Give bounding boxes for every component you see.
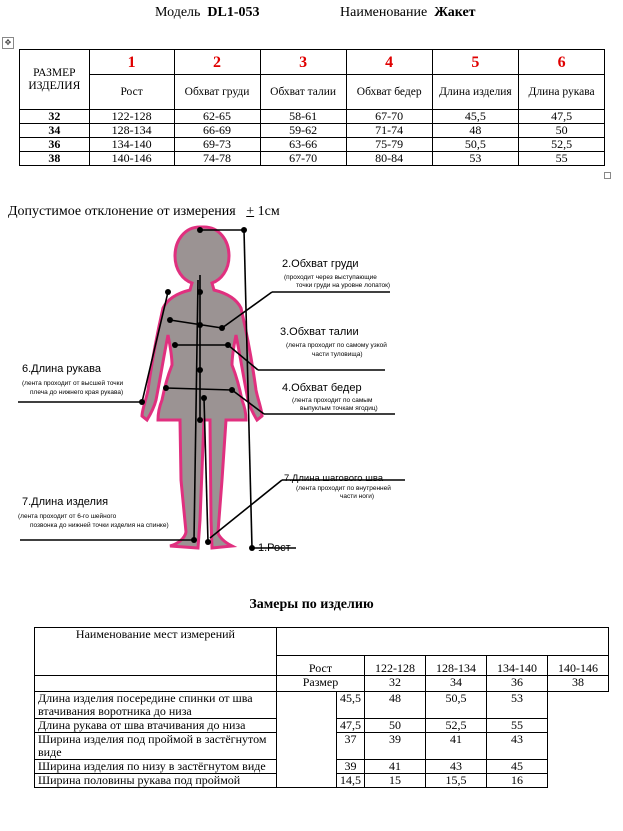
hips-title: 4.Обхват бедер xyxy=(282,382,362,394)
size-table xyxy=(19,49,605,166)
size-header: РАЗМЕР ИЗДЕЛИЯ xyxy=(20,50,90,110)
waist-note-2: части туловища) xyxy=(312,351,363,358)
waist-title: 3.Обхват талии xyxy=(280,326,359,338)
table-row: Ширина половины рукава под проймой 14,5 15 15,5 16 xyxy=(35,774,609,788)
col-number-1: 1 xyxy=(89,50,174,75)
col-label-bust: Обхват груди xyxy=(174,75,260,110)
tolerance-value: 1см xyxy=(257,204,280,219)
waist-note-1: (лента проходит по самому узкой xyxy=(286,342,387,349)
table-row: 34 128-134 66-69 59-62 71-74 48 50 xyxy=(20,124,605,138)
hips-note-1: (лента проходит по самым xyxy=(292,397,373,404)
col-label-waist: Обхват талии xyxy=(260,75,346,110)
rost-label: Рост xyxy=(276,656,364,676)
col-number-3: 3 xyxy=(260,50,346,75)
product-table: Наименование мест измерений Рост 122-128 128-134 134-140 140-146 Размер 32 34 36 38 Длина изделия посередине спинки от шва втачивания воротника до низа 45,5 48 50,5 53 Длина рукава от шва втачивания до низа 47,5 50 52,5 55 Ширина изделия под проймой в застёгнутом виде 37 39 41 43 Ширина изделия по низу в застёгнутом виде 39 41 43 45 Ширина половины рукава под проймой 14,5 15 15,5 16 xyxy=(34,627,609,788)
sleeve-note-1: (лента проходит от высшей точки xyxy=(22,380,124,387)
body-figure xyxy=(142,227,262,548)
size-label: Размер xyxy=(276,676,364,692)
table-row: Длина рукава от шва втачивания до низа 47,5 50 52,5 55 xyxy=(35,719,609,733)
col-number-5: 5 xyxy=(432,50,518,75)
table-move-handle[interactable]: ✥ xyxy=(2,37,14,49)
col-label-length: Длина изделия xyxy=(432,75,518,110)
inseam-note-2: части ноги) xyxy=(340,493,375,500)
name-header: Наименование мест измерений xyxy=(35,628,277,676)
plus-minus: + xyxy=(246,204,255,219)
col-number-4: 4 xyxy=(346,50,432,75)
name-value: Жакет xyxy=(434,5,476,20)
col-label-hips: Обхват бедер xyxy=(346,75,432,110)
name-line xyxy=(340,5,476,21)
col-number-2: 2 xyxy=(174,50,260,75)
sleeve-note-2: плеча до нижнего края рукава) xyxy=(30,389,124,396)
length-title: 7.Длина изделия xyxy=(22,496,109,508)
model-line xyxy=(155,5,260,21)
table-row: Длина изделия посередине спинки от шва втачивания воротника до низа 45,5 48 50,5 53 xyxy=(35,692,609,719)
measurement-diagram xyxy=(0,220,623,560)
bust-note-2: точки груди на уровне лопаток) xyxy=(296,282,391,289)
bust-title: 2.Обхват груди xyxy=(282,258,359,270)
product-table-title: Замеры по изделию xyxy=(249,597,374,612)
table-row: 38 140-146 74-78 67-70 80-84 53 55 xyxy=(20,152,605,166)
height-title: 1.Рост xyxy=(258,542,291,554)
col-label-sleeve: Длина рукава xyxy=(519,75,605,110)
inseam-note-1: (лента проходит по внутренней xyxy=(296,485,391,492)
sleeve-title: 6.Длина рукава xyxy=(22,363,101,375)
hips-note-2: выпуклым точкам ягодиц) xyxy=(300,405,378,412)
table-resize-handle[interactable] xyxy=(604,172,611,179)
tolerance-note: Допустимое отклонение от измерения + 1см xyxy=(8,204,280,219)
length-note-1: (лента проходит от 6-го шейного xyxy=(18,513,117,520)
bust-note-1: (проходит через выступающие xyxy=(284,274,377,281)
inseam-title: 7.Длина шагового шва xyxy=(284,473,384,484)
table-row: Ширина изделия по низу в застёгнутом виде 39 41 43 45 xyxy=(35,760,609,774)
name-label: Наименование xyxy=(340,5,428,20)
model-label: Модель xyxy=(155,5,201,20)
col-label-height: Рост xyxy=(89,75,174,110)
length-note-2: позвонка до нижней точки изделия на спинке) xyxy=(30,522,169,529)
table-row: 36 134-140 69-73 63-66 75-79 50,5 52,5 xyxy=(20,138,605,152)
table-row: Ширина изделия под проймой в застёгнутом виде 37 39 41 43 xyxy=(35,733,609,760)
model-value: DL1-053 xyxy=(207,5,260,20)
col-number-6: 6 xyxy=(519,50,605,75)
table-row: 32 122-128 62-65 58-61 67-70 45,5 47,5 xyxy=(20,110,605,124)
